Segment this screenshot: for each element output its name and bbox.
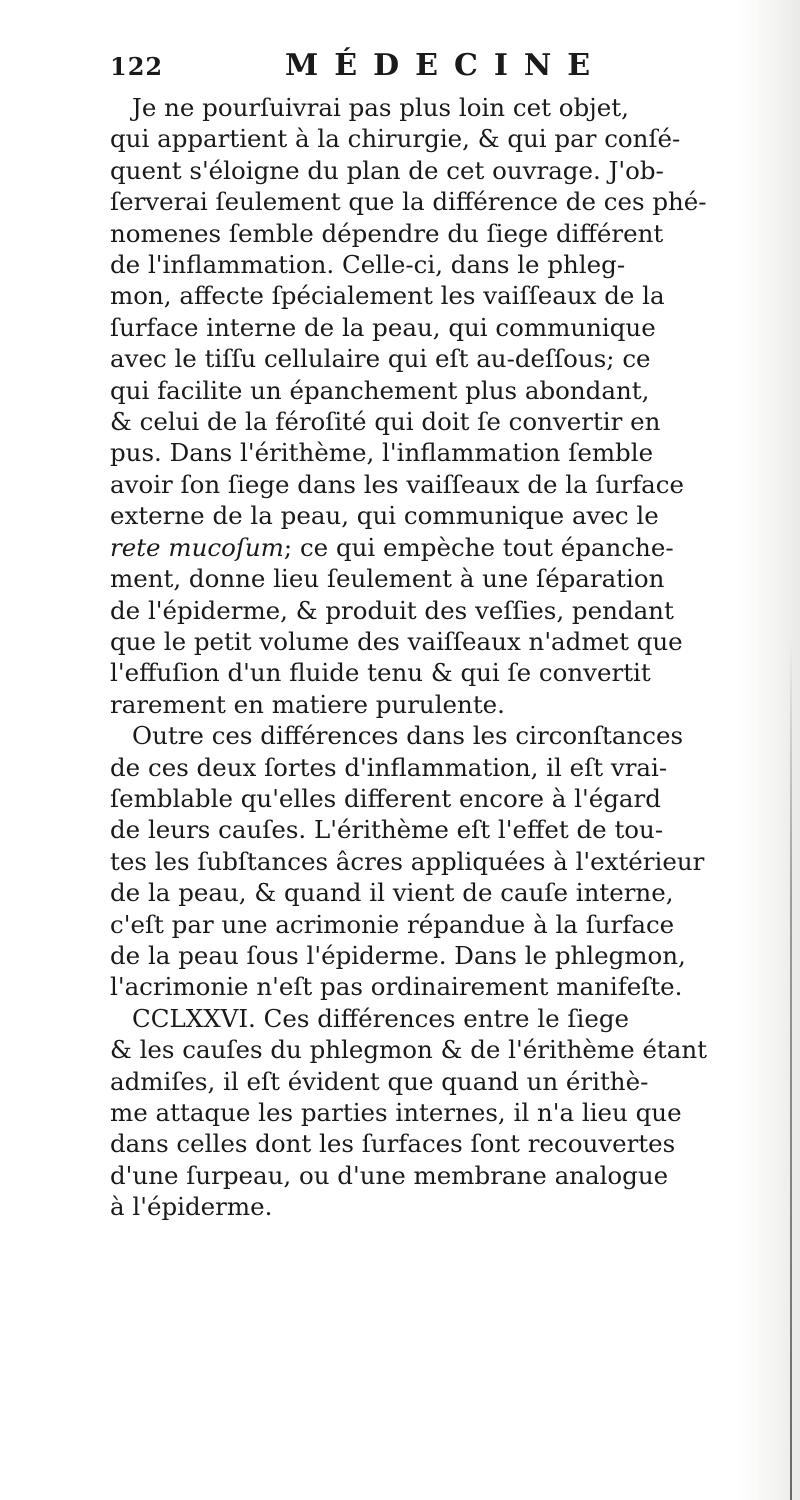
text-line: l'effuſion d'un fluide tenu & qui ſe convertit bbox=[110, 658, 651, 688]
text-line: que le petit volume des vaiſſeaux n'admet que bbox=[110, 626, 683, 656]
text-line: l'acrimonie n'eſt pas ordinairement manifeſte. bbox=[110, 972, 683, 1002]
text-line: de la peau ſous l'épiderme. Dans le phlegmon, bbox=[110, 940, 686, 970]
text-line: c'eſt par une acrimonie répandue à la ſurface bbox=[110, 909, 675, 939]
text-line: d'une ſurpeau, ou d'une membrane analogue bbox=[110, 1160, 669, 1190]
text-line: rarement en matiere purulente. bbox=[110, 689, 505, 719]
body-text bbox=[110, 92, 750, 1223]
text-line: admiſes, il eſt évident que quand un érithè- bbox=[110, 1066, 649, 1096]
text-line: Je ne pourſuivrai pas plus loin cet objet, bbox=[132, 93, 629, 122]
text-line: & les cauſes du phlegmon & de l'érithème étant bbox=[110, 1035, 708, 1065]
text-line: de leurs cauſes. L'érithème eſt l'effet de tou- bbox=[110, 815, 664, 845]
text-line: tes les ſubſtances âcres appliquées à l'extérieur bbox=[110, 846, 705, 876]
text-line: me attaque les parties internes, il n'a lieu que bbox=[110, 1098, 682, 1127]
text-line: ſemblable qu'elles different encore à l'égard bbox=[110, 783, 661, 813]
text-line: CCLXXVI. Ces différences entre le ſiege bbox=[132, 1003, 630, 1033]
text-line: avec le tiſſu cellulaire qui eſt au-deſſous; ce bbox=[110, 344, 651, 374]
text-line: avoir ſon ſiege dans les vaiſſeaux de la ſurface bbox=[110, 469, 684, 499]
text-line: ſerverai ſeulement que la différence de ces phé- bbox=[110, 187, 707, 217]
text-line: qui appartient à la chirurgie, & qui par conſé- bbox=[110, 124, 681, 154]
text-line: pus. Dans l'érithème, l'inflammation ſemble bbox=[110, 438, 654, 468]
text-line: & celui de la féroſité qui doit ſe convertir en bbox=[110, 407, 661, 437]
text-line: de ces deux ſortes d'inflammation, il eſt vrai- bbox=[110, 752, 668, 782]
text-line: ſurface interne de la peau, qui communique bbox=[110, 312, 656, 342]
text-line: externe de la peau, qui communique avec le bbox=[110, 501, 659, 531]
running-head: MÉDECINE bbox=[285, 48, 607, 83]
text-line: nomenes ſemble dépendre du ſiege différent bbox=[110, 218, 664, 248]
text-line: Outre ces différences dans les circonſtances bbox=[132, 721, 684, 751]
text-line: de la peau, & quand il vient de cauſe interne, bbox=[110, 878, 674, 908]
text-line: à l'épiderme. bbox=[110, 1192, 273, 1222]
page-number: 122 bbox=[110, 52, 164, 81]
text-line: qui facilite un épanchement plus abondant, bbox=[110, 375, 650, 405]
text-line: quent s'éloigne du plan de cet ouvrage. J'ob- bbox=[110, 155, 664, 185]
page-header bbox=[110, 48, 730, 88]
page-edge-shadow bbox=[790, 640, 792, 1500]
text-line: rete mucoſum; ce qui empèche tout épanche- bbox=[110, 532, 674, 562]
text-line: de l'épiderme, & produit des veſſies, pendant bbox=[110, 595, 674, 625]
text-line: ment, donne lieu ſeulement à une ſéparation bbox=[110, 564, 665, 594]
text-line: dans celles dont les ſurfaces ſont recouvertes bbox=[110, 1129, 676, 1159]
text-line: de l'inflammation. Celle-ci, dans le phleg- bbox=[110, 250, 626, 280]
text-line: mon, affecte ſpécialement les vaiſſeaux de la bbox=[110, 281, 665, 311]
